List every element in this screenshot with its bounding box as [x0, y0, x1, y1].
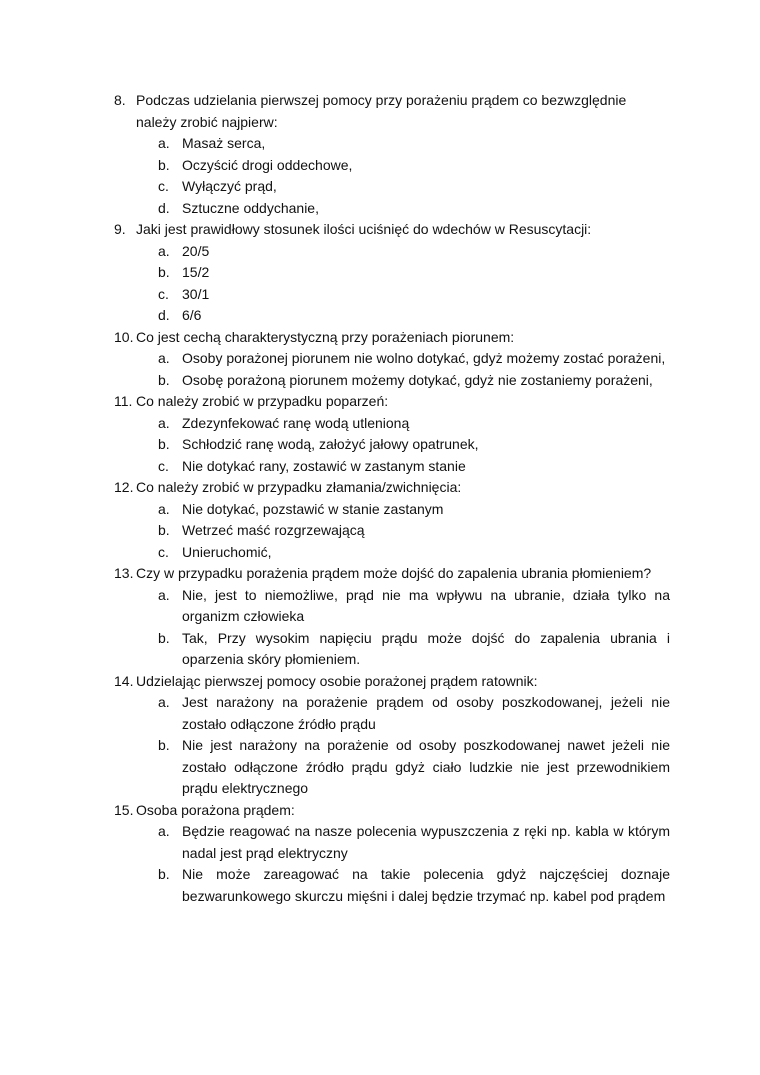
question-item	[114, 391, 670, 477]
option-text: Osoby porażonej piorunem nie wolno dotykać, gdyż możemy zostać porażeni,	[182, 350, 666, 366]
question-number: 11.	[114, 393, 133, 409]
option-text: Nie dotykać rany, zostawić w zastanym stanie	[182, 457, 466, 474]
answer-option	[158, 241, 670, 263]
question-text: Co należy zrobić w przypadku złamania/zwichnięcia:	[136, 479, 462, 495]
option-text: Wetrzeć maść rozgrzewającą	[182, 522, 365, 538]
answer-option	[158, 198, 670, 220]
answer-option	[158, 456, 670, 478]
question-number: 13.	[114, 565, 134, 581]
option-text: 15/2	[182, 264, 210, 280]
option-text: Nie może zareagować na takie polecenia gdyż najczęściej doznaje bezwarunkowego skurczu mięśni i dalej będzie trzymać np. kabel pod prądem	[182, 866, 670, 904]
question-item	[114, 563, 670, 671]
option-text: Oczyścić drogi oddechowe,	[182, 156, 353, 173]
question-text: Co należy zrobić w przypadku poparzeń:	[136, 393, 389, 409]
option-letter: c.	[158, 178, 169, 194]
answer-option	[158, 348, 670, 370]
option-letter: c.	[158, 543, 169, 560]
answer-option	[158, 628, 670, 671]
answer-option	[158, 692, 670, 735]
answer-option	[158, 585, 670, 628]
option-letter: a.	[158, 350, 170, 366]
answer-option	[158, 284, 670, 306]
option-letter: a.	[158, 414, 170, 431]
question-text: Udzielając pierwszej pomocy osobie porażonej prądem ratownik:	[136, 672, 538, 689]
question-number: 15.	[114, 801, 134, 818]
question-item	[114, 219, 670, 327]
answer-option	[158, 821, 670, 864]
question-text: Czy w przypadku porażenia prądem może dojść do zapalenia ubrania płomieniem?	[136, 565, 652, 581]
option-letter: b.	[158, 629, 170, 646]
option-letter: b.	[158, 866, 170, 882]
answer-option	[158, 499, 670, 521]
option-text: Jest narażony na porażenie prądem od osoby poszkodowanej, jeżeli nie zostało odłączone źródło prądu	[182, 694, 670, 732]
question-number: 14.	[114, 672, 134, 689]
question-text: Jaki jest prawidłowy stosunek ilości uciśnięć do wdechów w Resuscytacji:	[136, 221, 592, 237]
option-letter: a.	[158, 586, 170, 603]
answer-option	[158, 434, 670, 456]
option-letter: b.	[158, 156, 170, 173]
option-letter: d.	[158, 307, 170, 323]
question-text: Osoba porażona prądem:	[136, 801, 295, 818]
question-number: 8.	[114, 92, 126, 108]
answer-option	[158, 864, 670, 907]
option-letter: b.	[158, 264, 170, 280]
option-letter: a.	[158, 135, 170, 151]
answer-options	[136, 821, 670, 907]
option-text: 20/5	[182, 242, 210, 259]
option-text: 6/6	[182, 307, 202, 323]
question-list	[114, 90, 670, 907]
answer-options	[136, 241, 670, 327]
answer-option	[158, 305, 670, 327]
answer-option	[158, 262, 670, 284]
option-text: Wyłączyć prąd,	[182, 178, 277, 194]
question-text: Co jest cechą charakterystyczną przy porażeniach piorunem:	[136, 328, 515, 345]
option-letter: b.	[158, 737, 170, 753]
option-letter: a.	[158, 242, 170, 259]
option-letter: a.	[158, 694, 170, 710]
option-text: Sztuczne oddychanie,	[182, 199, 319, 216]
question-number: 10.	[114, 328, 134, 345]
answer-option	[158, 413, 670, 435]
answer-options	[136, 413, 670, 478]
option-text: Nie, jest to niemożliwe, prąd nie ma wpływu na ubranie, działa tylko na organizm człowieka	[182, 586, 670, 624]
option-letter: a.	[158, 823, 170, 839]
question-number: 12.	[114, 479, 134, 495]
option-text: Zdezynfekować ranę wodą utlenioną	[182, 414, 410, 431]
option-text: Schłodzić ranę wodą, założyć jałowy opatrunek,	[182, 436, 479, 452]
option-text: Będzie reagować na nasze polecenia wypuszczenia z ręki np. kabla w którym nadal jest prąd elektryczny	[182, 823, 670, 861]
answer-option	[158, 176, 670, 198]
option-letter: c.	[158, 285, 169, 302]
answer-option	[158, 520, 670, 542]
question-item	[114, 671, 670, 800]
question-text: Podczas udzielania pierwszej pomocy przy porażeniu prądem co bezwzględnie należy zrobić najpierw:	[136, 92, 627, 130]
option-text: Masaż serca,	[182, 135, 266, 151]
option-letter: b.	[158, 436, 170, 452]
answer-option	[158, 370, 670, 392]
option-letter: c.	[158, 457, 169, 474]
answer-options	[136, 692, 670, 800]
option-letter: a.	[158, 500, 170, 517]
answer-option	[158, 542, 670, 564]
answer-options	[136, 133, 670, 219]
answer-options	[136, 348, 670, 391]
question-item	[114, 327, 670, 392]
question-item	[114, 477, 670, 563]
option-letter: b.	[158, 371, 170, 388]
question-item	[114, 90, 670, 219]
question-item	[114, 800, 670, 908]
option-text: 30/1	[182, 285, 210, 302]
question-number: 9.	[114, 221, 126, 237]
option-text: Osobę porażoną piorunem możemy dotykać, gdyż nie zostaniemy porażeni,	[182, 371, 653, 388]
option-text: Unieruchomić,	[182, 543, 272, 560]
option-text: Nie jest narażony na porażenie od osoby poszkodowanej nawet jeżeli nie zostało odłączone źródło prądu gdyż ciało ludzkie nie jest przewodnikiem prądu elektrycznego	[182, 737, 670, 796]
option-text: Nie dotykać, pozstawić w stanie zastanym	[182, 500, 444, 517]
answer-option	[158, 133, 670, 155]
answer-option	[158, 735, 670, 800]
answer-options	[136, 585, 670, 671]
option-text: Tak, Przy wysokim napięciu prądu może dojść do zapalenia ubrania i oparzenia skóry płomieniem.	[182, 629, 670, 667]
answer-options	[136, 499, 670, 564]
option-letter: b.	[158, 522, 170, 538]
option-letter: d.	[158, 199, 170, 216]
answer-option	[158, 155, 670, 177]
